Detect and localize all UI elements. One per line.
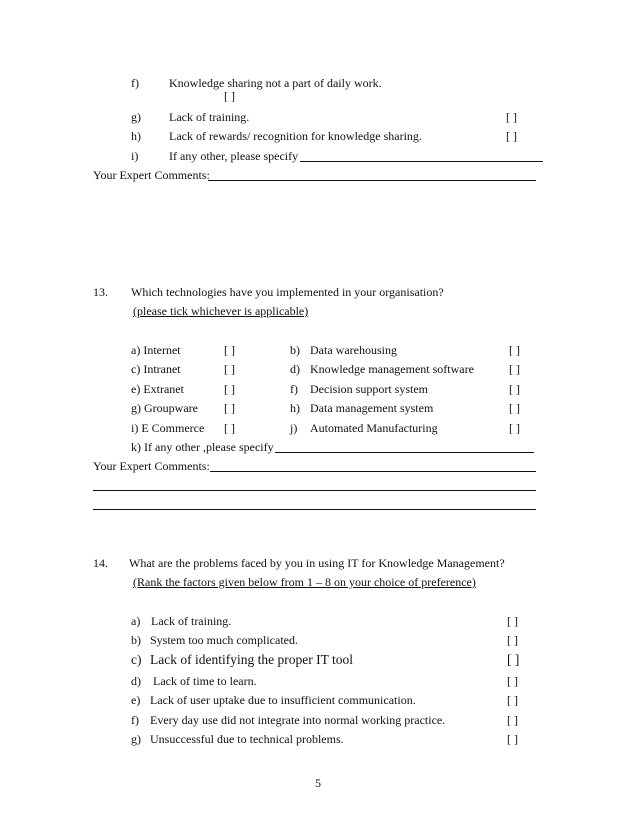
option-label: c) Intranet [131,362,181,376]
option-letter: j) [290,421,298,435]
checkbox[interactable]: [ ] [506,110,517,124]
item-text: Every day use did not integrate into normal working practice. [150,713,446,727]
item-letter: e) [131,693,141,707]
checkbox[interactable]: [ ] [507,732,518,746]
option-label: g) Groupware [131,401,198,415]
checkbox[interactable]: [ ] [224,401,235,415]
checkbox[interactable]: [ ] [507,713,518,727]
item-text: Lack of training. [169,110,250,124]
item-letter: f) [131,713,139,727]
q13-other-answer-line[interactable] [275,452,534,453]
q13-comments-line-3[interactable] [93,509,536,510]
question-13-instruction: (please tick whichever is applicable) [133,304,309,318]
option-letter: b) [290,343,300,357]
item-text: Lack of identifying the proper IT tool [150,652,353,667]
item-text: If any other, please specify [169,149,299,163]
checkbox[interactable]: [ ] [224,343,235,357]
item-text: Lack of user uptake due to insufficient communication. [150,693,416,707]
checkbox[interactable]: [ ] [509,382,520,396]
question-14-instruction: (Rank the factors given below from 1 – 8 on your choice of preference) [133,575,476,589]
item-letter: d) [131,674,141,688]
item-text: Unsuccessful due to technical problems. [150,732,344,746]
item-letter: f) [131,76,139,90]
item-text: Knowledge sharing not a part of daily work. [169,76,382,90]
item-letter: g) [131,732,141,746]
question-14-text: What are the problems faced by you in using IT for Knowledge Management? [129,556,505,570]
question-13-text: Which technologies have you implemented in your organisation? [131,285,444,299]
item-text: System too much complicated. [150,633,298,647]
checkbox[interactable]: [ ] [506,129,517,143]
option-label: a) Internet [131,343,181,357]
checkbox[interactable]: [ ] [507,633,518,647]
checkbox[interactable]: [ ] [224,421,235,435]
checkbox[interactable]: [ ] [509,401,520,415]
item-letter: a) [131,614,141,628]
question-14-number: 14. [93,556,108,570]
question-13-number: 13. [93,285,108,299]
item-text: Lack of time to learn. [153,674,257,688]
checkbox[interactable]: [ ] [507,614,518,628]
option-text: Decision support system [310,382,428,396]
checkbox[interactable]: [ ] [224,362,235,376]
checkbox[interactable]: [ ] [224,382,235,396]
q13-other-label: k) If any other ,please specify [131,440,274,454]
option-text: Knowledge management software [310,362,474,376]
checkbox[interactable]: [ ] [509,343,520,357]
q13-comments-line-1[interactable] [210,471,536,472]
option-text: Data warehousing [310,343,397,357]
option-text: Automated Manufacturing [310,421,438,435]
comments-label: Your Expert Comments: [93,168,210,182]
checkbox[interactable]: [ ] [509,362,520,376]
option-letter: f) [290,382,298,396]
item-letter: b) [131,633,141,647]
q13-comments-label: Your Expert Comments: [93,459,210,473]
item-letter: c) [131,652,142,667]
checkbox[interactable]: [ ] [507,674,518,688]
item-text: Lack of training. [151,614,232,628]
item-letter: i) [131,149,139,163]
checkbox[interactable]: [ ] [509,421,520,435]
item-letter: h) [131,129,141,143]
q13-comments-line-2[interactable] [93,490,536,491]
checkbox[interactable]: [ ] [507,652,520,667]
option-letter: d) [290,362,300,376]
checkbox[interactable]: [ ] [507,693,518,707]
option-label: e) Extranet [131,382,184,396]
specify-answer-line[interactable] [300,161,543,162]
checkbox[interactable]: [ ] [224,89,235,103]
option-text: Data management system [310,401,434,415]
page-number: 5 [315,776,321,790]
item-text: Lack of rewards/ recognition for knowledge sharing. [169,129,422,143]
comments-answer-line[interactable] [208,180,536,181]
option-letter: h) [290,401,300,415]
item-letter: g) [131,110,141,124]
option-label: i) E Commerce [131,421,205,435]
